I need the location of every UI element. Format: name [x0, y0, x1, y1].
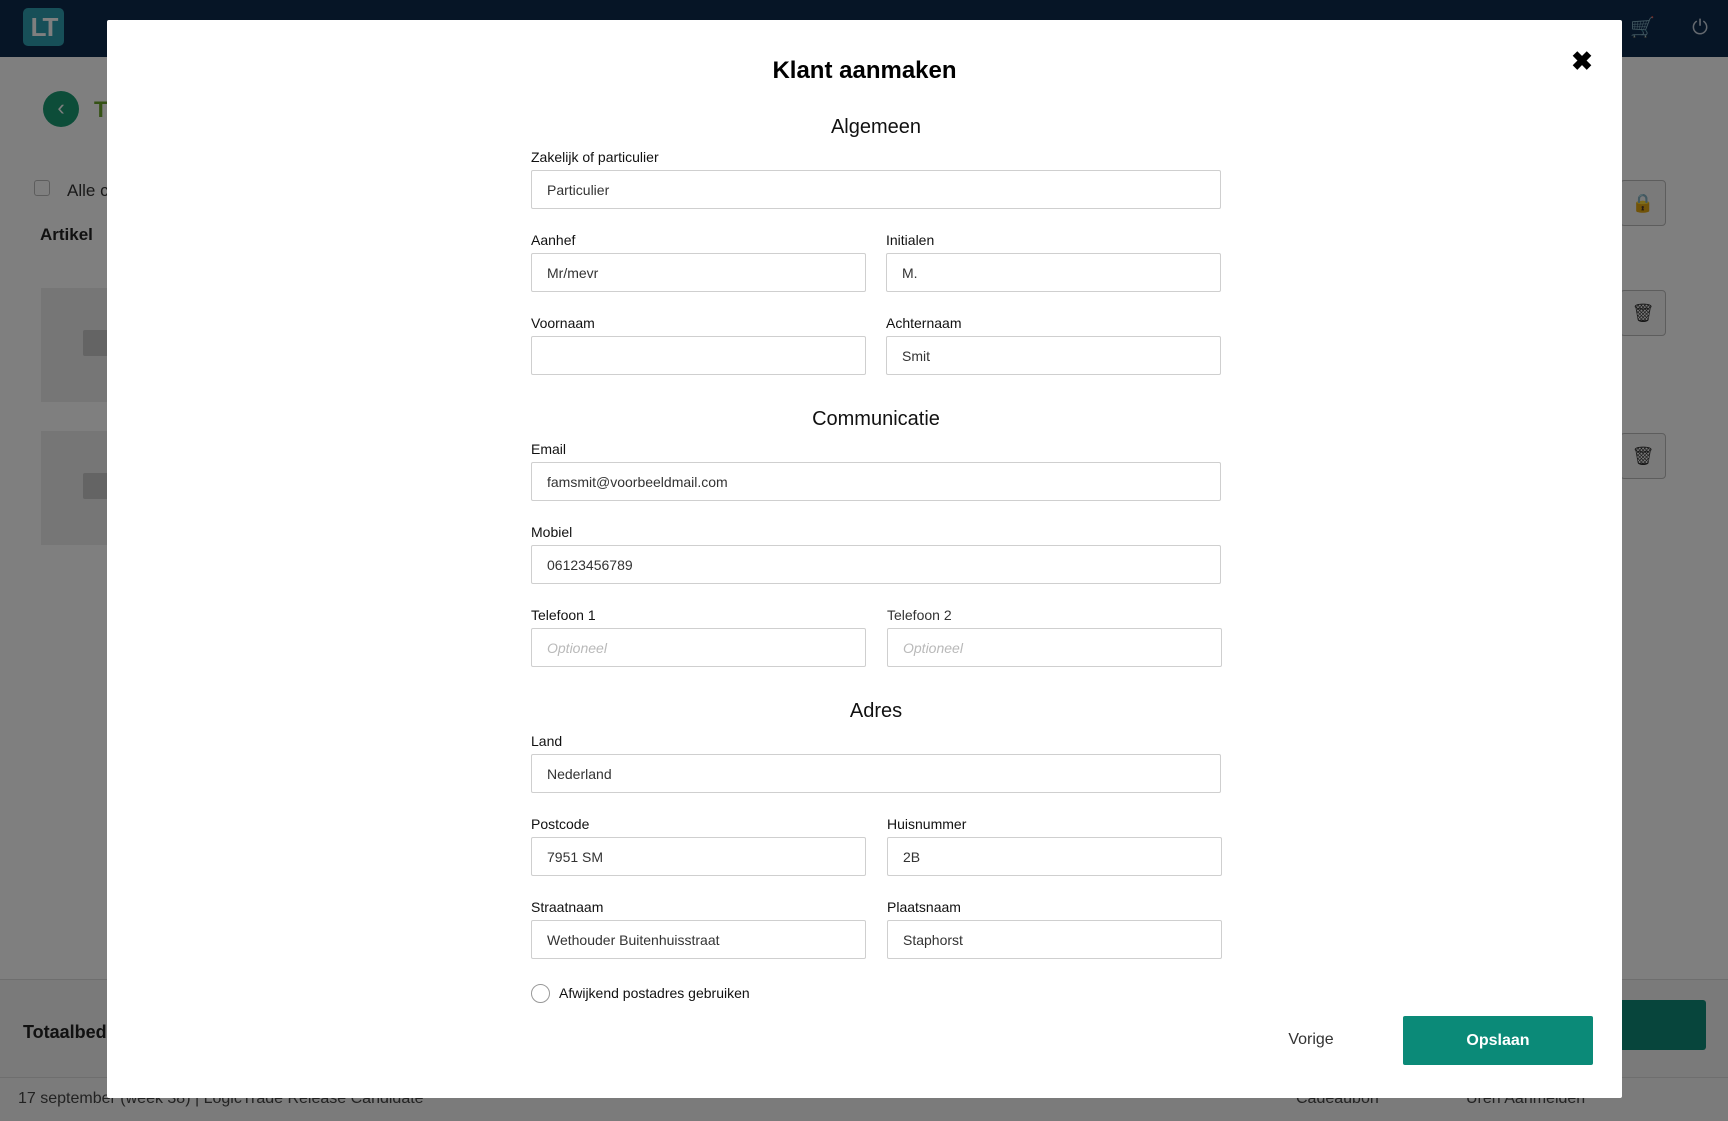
field-label: Email [531, 441, 567, 457]
field-label: Land [531, 733, 563, 749]
create-customer-dialog [107, 20, 1622, 1098]
postcode-input[interactable] [531, 837, 866, 876]
field-label: Postcode [531, 816, 590, 832]
field-country [531, 733, 1221, 793]
street-input[interactable] [531, 920, 866, 959]
save-button[interactable]: Opslaan [1403, 1016, 1593, 1065]
field-postcode [531, 816, 866, 876]
field-mobile [531, 524, 1221, 584]
salutation-select[interactable] [531, 253, 866, 292]
field-label: Aanhef [531, 232, 576, 248]
field-label: Huisnummer [887, 816, 967, 832]
field-house-number [887, 816, 1222, 876]
alt-postal-address-option[interactable] [531, 982, 750, 1004]
close-icon[interactable]: ✖ [1571, 46, 1593, 76]
section-title-address: Adres [849, 700, 903, 722]
alt-postal-address-radio[interactable] [531, 984, 550, 1003]
field-street [531, 899, 866, 959]
section-title-communication: Communicatie [812, 408, 940, 430]
email-input[interactable] [531, 462, 1221, 501]
house-number-input[interactable] [887, 837, 1222, 876]
field-label: Straatnaam [531, 899, 604, 915]
field-last-name [886, 315, 1221, 375]
field-label: Initialen [886, 232, 935, 248]
field-label: Telefoon 2 [887, 607, 952, 623]
field-city [887, 899, 1222, 959]
last-name-input[interactable] [886, 336, 1221, 375]
customer-type-select[interactable] [531, 170, 1221, 209]
section-title-general: Algemeen [830, 116, 922, 138]
city-input[interactable] [887, 920, 1222, 959]
field-customer-type [531, 149, 1221, 209]
dialog-title: Klant aanmaken [772, 57, 957, 84]
field-salutation [531, 232, 866, 292]
field-label: Voornaam [531, 315, 595, 331]
field-label: Mobiel [531, 524, 573, 540]
previous-button[interactable]: Vorige [1288, 1031, 1334, 1048]
field-label: Zakelijk of particulier [531, 149, 659, 165]
field-label: Telefoon 1 [531, 607, 596, 623]
mobile-input[interactable] [531, 545, 1221, 584]
field-phone-2 [887, 607, 1222, 667]
field-initials [886, 232, 1221, 292]
alt-postal-address-label: Afwijkend postadres gebruiken [559, 985, 750, 1001]
field-first-name [531, 315, 866, 375]
country-select[interactable] [531, 754, 1221, 793]
field-phone-1 [531, 607, 866, 667]
first-name-input[interactable] [531, 336, 866, 375]
initials-input[interactable] [886, 253, 1221, 292]
field-email [531, 441, 1221, 501]
field-label: Achternaam [886, 315, 962, 331]
phone-2-input[interactable] [887, 628, 1222, 667]
phone-1-input[interactable] [531, 628, 866, 667]
field-label: Plaatsnaam [887, 899, 961, 915]
